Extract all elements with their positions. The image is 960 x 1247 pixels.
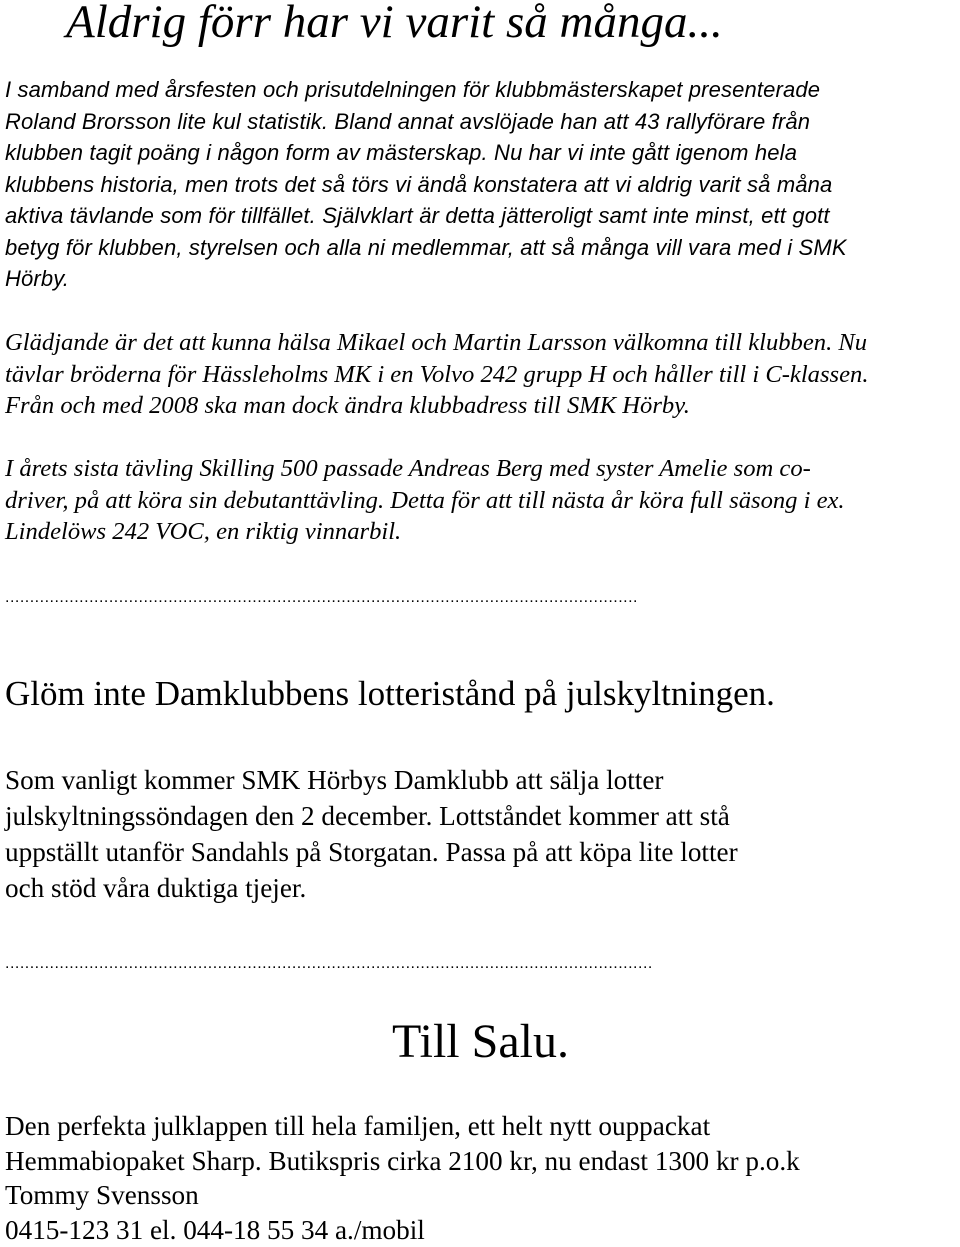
text-line: Hörby. (5, 263, 847, 295)
text-line: driver, på att köra sin debutanttävling. Detta för att till nästa år köra full säsong i ex. (5, 485, 845, 517)
seller-name: Tommy Svensson (5, 1178, 800, 1213)
paragraph-new-members (5, 327, 868, 422)
article-title-lottery: Glöm inte Damklubbens lotteristånd på julskyltningen. (5, 672, 775, 716)
text-line: Roland Brorsson lite kul statistik. Bland annat avslöjade han att 43 rallyförare från (5, 106, 847, 138)
text-line: I årets sista tävling Skilling 500 passade Andreas Berg med syster Amelie som co- (5, 453, 845, 485)
seller-phone: 0415-123 31 el. 044-18 55 34 a./mobil (5, 1213, 800, 1247)
text-line: Som vanligt kommer SMK Hörbys Damklubb att sälja lotter (5, 762, 738, 798)
paragraph-debut (5, 453, 845, 548)
text-line: uppställt utanför Sandahls på Storgatan. Passa på att köpa lite lotter (5, 834, 738, 870)
text-line: Glädjande är det att kunna hälsa Mikael och Martin Larsson välkomna till klubben. Nu (5, 327, 868, 359)
text-line: tävlar bröderna för Hässleholms MK i en Volvo 242 grupp H och håller till i C-klassen. (5, 359, 868, 391)
text-line: julskyltningssöndagen den 2 december. Lottståndet kommer att stå (5, 798, 738, 834)
paragraph-for-sale (5, 1109, 800, 1247)
dotted-separator: ................................................................................................................................... (5, 954, 889, 974)
text-line: Lindelöws 242 VOC, en riktig vinnarbil. (5, 516, 845, 548)
text-line: klubben tagit poäng i någon form av mästerskap. Nu har vi inte gått igenom hela (5, 137, 847, 169)
text-line: betyg för klubben, styrelsen och alla ni medlemmar, att så många vill vara med i SMK (5, 232, 847, 264)
text-line: Den perfekta julklappen till hela familjen, ett helt nytt ouppackat (5, 1109, 800, 1144)
article-title-many-members: Aldrig förr har vi varit så många... (66, 0, 723, 48)
paragraph-statistics (5, 74, 847, 295)
text-line: Från och med 2008 ska man dock ändra klubbadress till SMK Hörby. (5, 390, 868, 422)
text-line: Hemmabiopaket Sharp. Butikspris cirka 2100 kr, nu endast 1300 kr p.o.k (5, 1144, 800, 1179)
text-line: I samband med årsfesten och prisutdelningen för klubbmästerskapet presenterade (5, 74, 847, 106)
text-line: och stöd våra duktiga tjejer. (5, 870, 738, 906)
paragraph-lottery (5, 762, 738, 906)
text-line: klubbens historia, men trots det så törs vi ändå konstatera att vi aldrig varit så måna (5, 169, 847, 201)
article-title-for-sale: Till Salu. (392, 1013, 569, 1071)
dotted-separator: ................................................................................................................................ (5, 588, 875, 608)
text-line: aktiva tävlande som för tillfället. Självklart är detta jätteroligt samt inte minst, ett gott (5, 200, 847, 232)
